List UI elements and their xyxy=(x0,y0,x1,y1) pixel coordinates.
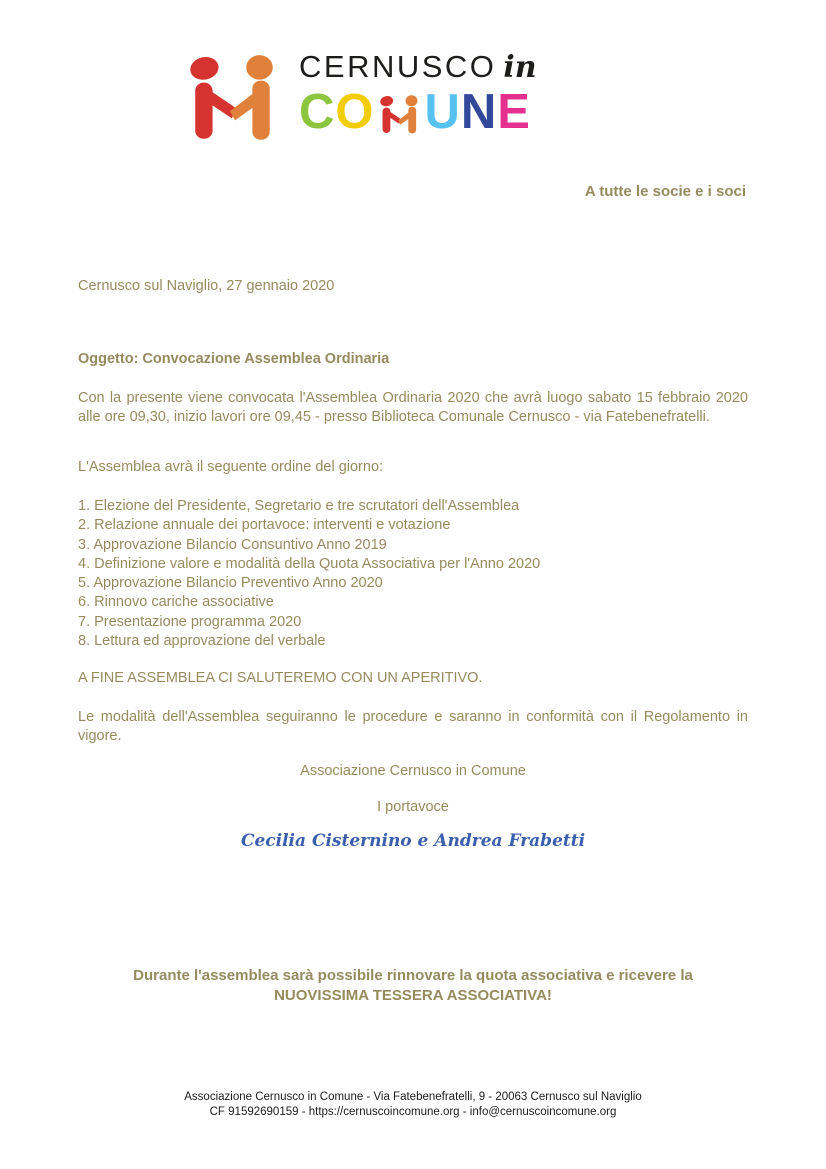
agenda-item: 2. Relazione annuale dei portavoce: interventi e votazione xyxy=(78,517,451,534)
footer-address-line: Associazione Cernusco in Comune - Via Fatebenefratelli, 9 - 20063 Cernusco sul Naviglio xyxy=(184,1091,642,1103)
agenda-item: 8. Lettura ed approvazione del verbale xyxy=(78,633,326,650)
logo-in-script-text: in xyxy=(503,50,537,85)
logo-wordmark-top xyxy=(299,50,537,85)
logo-letter-u: U xyxy=(424,85,461,139)
agenda-item: 1. Elezione del Presidente, Segretario e tre scrutatori dell'Assemblea xyxy=(78,498,520,514)
agenda-item: 7. Presentazione programma 2020 xyxy=(78,613,302,630)
handshake-figures-icon xyxy=(183,52,285,146)
handshake-figures-m-icon xyxy=(377,91,423,139)
signature-line: Cecilia Cisternino e Andrea Frabetti xyxy=(240,831,586,851)
agenda-item: 5. Approvazione Bilancio Preventivo Anno 2020 xyxy=(78,575,383,592)
association-name-line: Associazione Cernusco in Comune xyxy=(300,763,526,779)
date-line: Cernusco sul Naviglio, 27 gennaio 2020 xyxy=(78,278,335,294)
membership-notice xyxy=(0,966,826,1005)
subject-line: Oggetto: Convocazione Assemblea Ordinaria xyxy=(78,351,390,367)
logo-letter-o: O xyxy=(335,85,375,139)
logo xyxy=(183,50,537,146)
logo-text xyxy=(299,50,537,137)
logo-cernusco-text: CERNUSCO xyxy=(299,49,497,84)
logo-letter-e: E xyxy=(497,85,531,139)
membership-notice-line1: Durante l'assemblea sarà possibile rinnovare la quota associativa e ricevere la xyxy=(133,967,693,984)
rules-paragraph: Le modalità dell'Assemblea seguiranno le procedure e saranno in conformità con il Regolamento in vigore. xyxy=(78,709,748,745)
recipient-line: A tutte le socie e i soci xyxy=(584,183,746,200)
agenda-item: 6. Rinnovo cariche associative xyxy=(78,594,274,611)
footer xyxy=(0,1090,826,1120)
convocation-paragraph: Con la presente viene convocata l'Assemblea Ordinaria 2020 che avrà luogo sabato 15 febbraio 2020 alle ore 09,30, inizio lavori ore 09,45 - presso Biblioteca Comunale Cernusco - via Fatebenefratelli. xyxy=(78,390,748,426)
logo-letter-c: C xyxy=(299,85,336,139)
agenda-intro: L'Assemblea avrà il seguente ordine del giorno: xyxy=(78,459,384,475)
membership-notice-line2: NUOVISSIMA TESSERA ASSOCIATIVA! xyxy=(274,986,552,1004)
logo-wordmark-comune xyxy=(299,87,537,137)
agenda-item: 4. Definizione valore e modalità della Quota Associativa per l'Anno 2020 xyxy=(78,555,541,572)
aperitivo-line: A FINE ASSEMBLEA CI SALUTEREMO CON UN APERITIVO. xyxy=(78,670,483,686)
spokespersons-role-line: I portavoce xyxy=(377,799,449,815)
agenda-item: 3. Approvazione Bilancio Consuntivo Anno 2019 xyxy=(78,536,387,553)
footer-contacts-line: CF 91592690159 - https://cernuscoincomune.org - info@cernuscoincomune.org xyxy=(209,1106,617,1118)
logo-letter-n: N xyxy=(460,85,498,139)
agenda-list xyxy=(78,497,540,651)
